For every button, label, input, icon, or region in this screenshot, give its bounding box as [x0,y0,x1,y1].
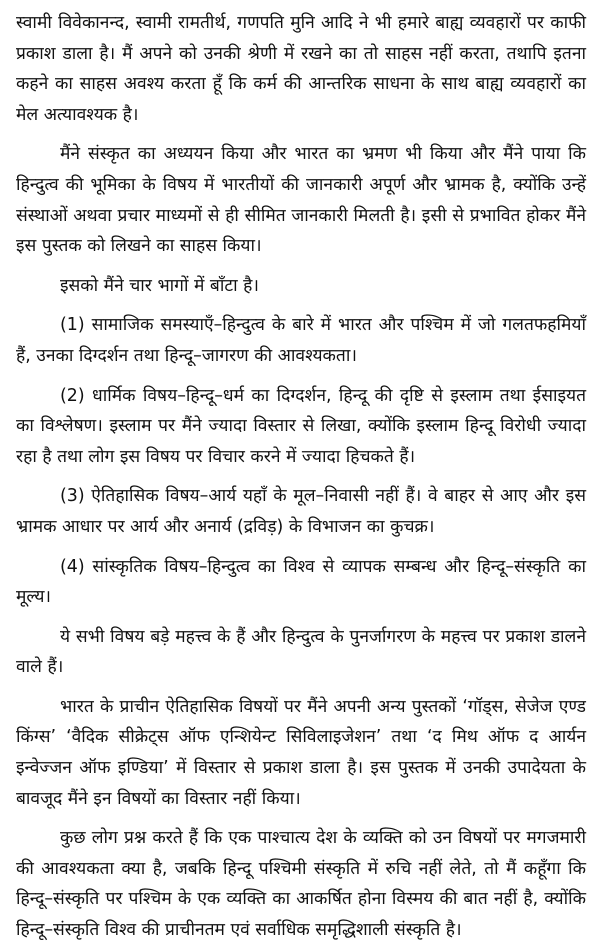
paragraph-intro: स्वामी विवेकानन्द, स्वामी रामतीर्थ, गणपति मुनि आदि ने भी हमारे बाह्य व्यवहारों पर काफी प्रकाश डाला है। मैं अपने को उनकी श्रेणी में रखने का तो साहस नहीं करता, तथापि इतना कहने का साहस अवश्य करता हूँ कि कर्म की आन्तरिक साधना के साथ बाह्य व्यवहारों का मेल अत्यावश्यक है। [16,13,586,125]
paragraph-importance: ये सभी विषय बड़े महत्त्व के हैं और हिन्दुत्व के पुनर्जागरण के महत्त्व पर प्रकाश डालने वाले हैं। [16,626,586,678]
paragraph-closing: कुछ लोग प्रश्न करते हैं कि एक पाश्चात्य देश के व्यक्ति को उन विषयों पर मगजमारी की आवश्यकता क्या है, जबकि हिन्दू पश्चिमी संस्कृति में रुचि नहीं लेते, तो मैं कहूँगा कि हिन्दू–संस्कृति पर पश्चिम के एक व्यक्ति का आकर्षित होना विस्मय की बात नहीं है, क्योंकि हिन्दू–संस्कृति विश्व की प्राचीनतम एवं सर्वाधिक समृद्धिशाली संस्कृति है। [16,828,586,941]
paragraph-other-books: भारत के प्राचीन ऐतिहासिक विषयों पर मैंने अपनी अन्य पुस्तकों ‘गॉड्स, सेजेज एण्ड किंग्स’ ‘वैदिक सीक्रेट्स ऑफ एन्शियेन्ट सिविलाइजेशन’ तथा ‘द मिथ ऑफ द आर्यन इन्वेज्जन ऑफ इण्डिया’ में विस्तार से प्रकाश डाला है। इस पुस्तक में उनकी उपादेयता के बावजूद मैंने इन विषयों का विस्तार नहीं किया। [16,696,586,809]
paragraph-part-2-religious: (2) धार्मिक विषय–हिन्दू–धर्म का दिग्दर्शन, हिन्दू की दृष्टि से इस्लाम तथा ईसाइयत का विश्लेषण। इस्लाम पर मैंने ज्यादा विस्तार से लिखा, क्योंकि इस्लाम हिन्दू विरोधी ज्यादा रहा है तथा लोग इस विषय पर विचार करने में ज्यादा हिचकते हैं। [16,385,586,467]
paragraph-part-3-historical: (3) ऐतिहासिक विषय–आर्य यहाँ के मूल–निवासी नहीं हैं। वे बाहर से आए और इस भ्रामक आधार पर आर्य और अनार्य (द्रविड़) के विभाजन का कुचक्र। [16,486,586,537]
paragraph-part-4-cultural: (4) सांस्कृतिक विषय–हिन्दुत्व का विश्व से व्यापक सम्बन्ध और हिन्दू–संस्कृति का मूल्य। [16,556,586,608]
paragraph-four-parts: इसको मैंने चार भागों में बाँटा है। [60,275,259,296]
paragraph-part-1-social: (1) सामाजिक समस्याएँ–हिन्दुत्व के बारे में भारत और पश्चिम में जो गलतफहमियाँ हैं, उनका दिग्दर्शन तथा हिन्दू–जागरण की आवश्यकता। [16,315,586,366]
paragraph-sanskrit-study: मैंने संस्कृत का अध्ययन किया और भारत का भ्रमण भी किया और मैंने पाया कि हिन्दुत्व की भूमिका के विषय में भारतीयों की जानकारी अपूर्ण और भ्रामक है, क्योंकि उन्हें संस्थाओं अथवा प्रचार माध्यमों से ही सीमित जानकारी मिलती है। इसी से प्रभावित होकर मैंने इस पुस्तक को लिखने का साहस किया। [16,144,586,257]
